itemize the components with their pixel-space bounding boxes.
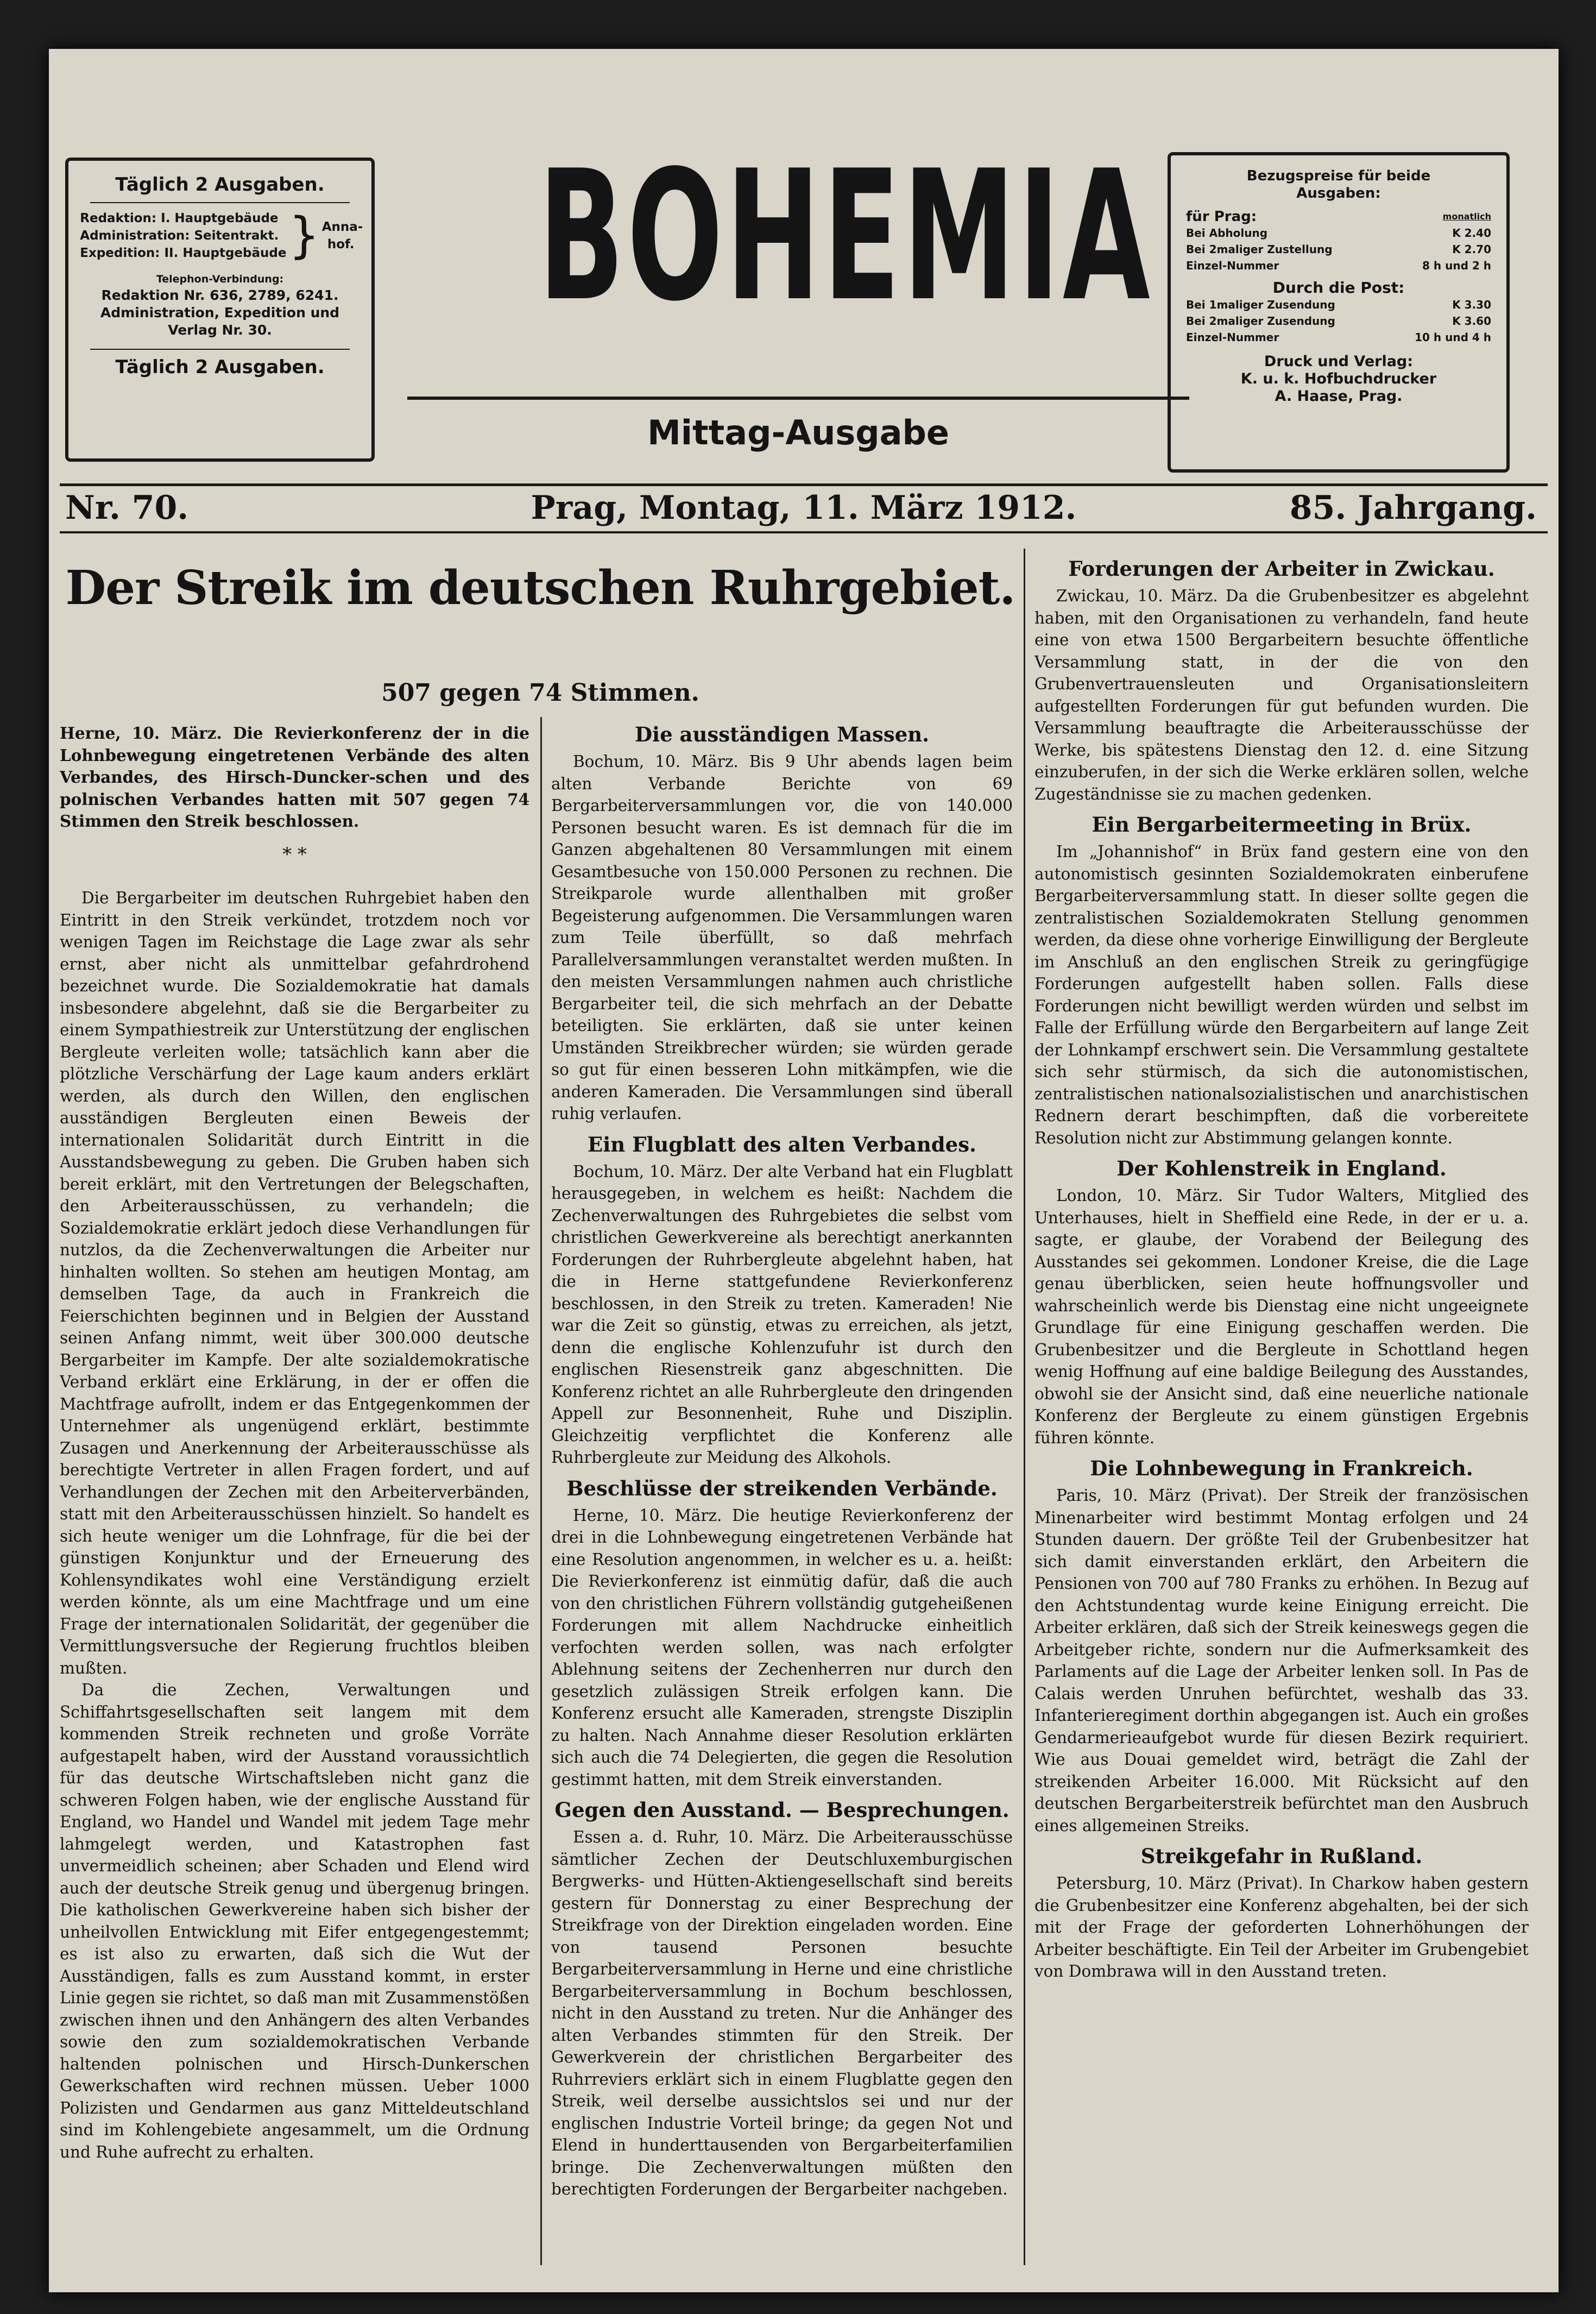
prague-label: für Prag:	[1186, 209, 1257, 225]
price-heading: Bezugspreise für beide Ausgaben:	[1246, 168, 1431, 202]
annahof-label: Anna-hof.	[321, 220, 363, 251]
daily-editions-top: Täglich 2 Ausgaben.	[115, 174, 325, 196]
masthead-rule	[407, 397, 1189, 400]
druck-label: Druck und Verlag:	[1264, 353, 1414, 370]
prag-row-label: Bei 2maliger Zustellung	[1186, 243, 1333, 256]
lead-intro: Herne, 10. März. Die Revierkonferenz der in die Lohnbewegung eingetretenen Verbände des alten Verbandes, des Hirsch-Duncker-schen und des polnischen Verbandes hatten mit 507 gegen 74 Stimmen den Streik beschlossen.	[60, 724, 529, 831]
article-heading: Der Kohlenstreik in England.	[1116, 1156, 1447, 1180]
post-row-value: K 3.60	[1452, 315, 1491, 328]
lead-paragraph: Die Bergarbeiter im deutschen Ruhrgebiet haben den Eintritt in den Streik verkündet, trotzdem noch vor wenigen Tagen im Reichstage die Lage zwar als sehr ernst, aber nicht als unmittelbar gefahrdrohend bezeichnet wurde. Die Sozialdemokratie hat damals insbesondere abgelehnt, daß sie die Bergarbeiter zu einem Sympathiestreik zur Unterstützung der englischen Bergleute verleiten wolle; tatsächlich kann aber die plötzliche Verschärfung der Lage kaum anders erklärt werden, als durch den Willen, den englischen ausständigen Bergleuten einen Beweis der internationalen Solidarität durch Eintritt in die Ausstandsbewegung zu geben. Die Gruben haben sich bereit erklärt, mit den Vertretungen der Belegschaften, den Arbeiterausschüssen, zu verhandeln; die Sozialdemokratie erklärt jedoch diese Verhandlungen für nutzlos, da die Zechenverwaltungen die Arbeiter nur hinhalten wollten. So stehen am heutigen Montag, am demselben Tage, da auch in Frankreich die Feierschichten beginnen und in Belgien der Ausstand seinen Anfang nimmt, weit über 300.000 deutsche Bergarbeiter im Kampfe. Der alte sozialdemokratische Verband erklärt eine Erklärung, in der er offen die Machtfrage aufrollt, indem er das Entgegenkommen der Unternehmer als ungenügend erklärt, bestimmte Zusagen und Anerkennung der Arbeiterausschüsse als berechtigte Vertreter in allen Fragen fordert, und auf Verhandlungen der Zechen mit den Arbeiterverbänden, statt mit den Arbeiterausschüssen hinzielt. So handelt es sich heute weniger um die Lohnfrage, für die bei der günstigen Konjunktur und der Erneuerung des Kohlensyndikates wohl eine Verständigung erzielt werden könnte, als um eine Machtfrage und um eine Frage der internationalen Solidarität, der gegenüber die Vermittlungsversuche der Regierung fruchtlos bleiben mußten.	[60, 889, 529, 1677]
monthly-label: monatlich	[1442, 211, 1491, 222]
left-info-box: Täglich 2 Ausgaben. Redaktion: I. Hauptgebäude Administration: Seitentrakt. Expedition: II. Hauptgebäude } Anna-hof. Telephon-Verbindung: Redaktion Nr. 636, 2789, 6241. Administration, Expedition und Verlag Nr. 30. Täglich 2 Ausgaben.	[65, 158, 375, 462]
article-heading: Beschlüsse der streikenden Verbände.	[566, 1476, 998, 1500]
column-2	[551, 722, 1013, 2276]
article-body: Bochum, 10. März. Bis 9 Uhr abends lagen beim alten Verbande Berichte von 69 Bergarbeiterversammlungen vor, die von 140.000 Personen besucht waren. Es ist demnach für die im Ganzen abgehaltenen 80 Versammlungen mit einem Gesamtbesuche von 150.000 Personen zu rechnen. Die Streikparole wurde allenthalben mit großer Begeisterung aufgenommen. Die Versammlungen waren zum Teile überfüllt, so daß mehrfach Parallelversammlungen veranstaltet werden mußten. In den meisten Versammlungen nahmen auch christliche Bergarbeiter teil, die sich mehrfach an der Debatte beteiligten. Sie erklärten, daß sie unter keinen Umständen Streikbrecher würden; sie würden gerade so gut für einen besseren Lohn mitkämpfen, wie die anderen Kameraden. Die Versammlungen sind überall ruhig verlaufen.	[551, 752, 1013, 1123]
article-heading: Forderungen der Arbeiter in Zwickau.	[1068, 557, 1495, 581]
article-heading: Die Lohnbewegung in Frankreich.	[1090, 1456, 1473, 1480]
administration-line: Administration: Seitentrakt.	[80, 229, 279, 243]
price-box	[1168, 152, 1510, 473]
post-row-label: Bei 2maliger Zusendung	[1186, 315, 1335, 328]
article-heading: Ein Flugblatt des alten Verbandes.	[588, 1132, 976, 1156]
redaktion-numbers: Redaktion Nr. 636, 2789, 6241.	[101, 287, 339, 303]
post-row-label: Einzel-Nummer	[1186, 331, 1279, 344]
expedition-line: Expedition: II. Hauptgebäude	[80, 246, 287, 260]
article-body: Paris, 10. März (Privat). Der Streik der französischen Minenarbeiter wird bestimmt Montag erfolgen und 24 Stunden dauern. Der größte Teil der Grubenbesitzer hat sich damit einverstanden erklärt, den Arbeitern die Pensionen von 700 auf 780 Franks zu erhöhen. In Bezug auf den Achtstundentag wurde keine Einigung erreicht. Die Arbeiter erklären, daß sich der Streik keineswegs gegen die Arbeitgeber richte, sondern nur die Aufmerksamkeit des Parlaments auf die Lage der Arbeiter lenken soll. In Pas de Calais werden Unruhen befürchtet, weshalb das 33. Infanterieregiment dorthin abgegangen ist. Auch ein großes Gendarmerieaufgebot wurde für diesen Bezirk requiriert. Wie aus Douai gemeldet wird, beträgt die Zahl der streikenden Arbeiter 16.000. Mit Rücksicht auf den deutschen Bergarbeiterstreik befürchtet man den Ausbruch eines allgemeinen Streiks.	[1034, 1486, 1529, 1835]
article-heading: Ein Bergarbeitermeeting in Brüx.	[1092, 813, 1472, 837]
article-body: Bochum, 10. März. Der alte Verband hat ein Flugblatt herausgegeben, in welchem es heißt: Nachdem die Zechenverwaltungen des Ruhrgebietes die selbst vom christlichen Gewerkvereine als berechtigt anerkannten Forderungen der Ruhrbergleute abgelehnt haben, hat die in Herne stattgefundene Revierkonferenz beschlossen, in den Streik zu treten. Kameraden! Nie war die Zeit so günstig, etwas zu erreichen, als jetzt, denn die englische Kohlenzufuhr ist durch den englischen Riesenstreik ganz abgeschnitten. Die Konferenz richtet an alle Ruhrbergleute den dringenden Appell zur Besonnenheit, Ruhe und Disziplin. Gleichzeitig verpflichtet die Konferenz alle Ruhrbergleute zur Meidung des Alkohols.	[551, 1162, 1013, 1467]
article-body: London, 10. März. Sir Tudor Walters, Mitglied des Unterhauses, hielt in Sheffield eine Rede, in der er u. a. sagte, er glaube, der Vorabend der Beilegung des Ausstandes sei gekommen. Londoner Kreise, die die Lage genau überblicken, seien heute hoffnungsvoller und wahrscheinlich werde bis Dienstag eine nicht ungeeignete Grundlage für eine Einigung geschaffen werden. Die Grubenbesitzer und die Bergleute in Schottland hegen wenig Hoffnung auf eine baldige Beilegung des Ausstandes, obwohl sie der Ansicht sind, daß eine neuerliche nationale Konferenz der Bergleute zu einem günstigen Ergebnis führen könnte.	[1034, 1186, 1529, 1447]
column-3	[1034, 557, 1529, 2276]
druck-name: K. u. k. Hofbuchdrucker	[1240, 370, 1437, 387]
column-rule	[540, 717, 542, 2265]
lead-paragraph: Da die Zechen, Verwaltungen und Schiffahrtsgesellschaften seit langem mit dem kommenden Streik rechneten und große Vorräte aufgestapelt haben, wird der Ausstand voraussichtlich für das deutsche Wirtschaftsleben nicht ganz die schweren Folgen haben, wie der englische Ausstand für England, wo Handel und Wandel mit jedem Tage mehr lahmgelegt werden, und Katastrophen fast unvermeidlich scheinen; aber Schaden und Elend wird auch der deutsche Streik genug und übergenug bringen. Die katholischen Gewerkvereine haben sich bisher der unheilvollen Entwicklung mit Eifer entgegengestemmt; es ist also zu erwarten, daß sich die Wut der Ausständigen, falls es zum Ausstand kommt, in erster Linie gegen sie richtet, so daß man mit Zusammenstößen zwischen ihnen und den Anhängern des alten Verbandes sowie den zum sozialdemokratischen Verbande haltenden polnischen und Hirsch-Dunkerschen Gewerkschaften wird rechnen müssen. Ueber 1000 Polizisten und Gendarmen aus ganz Mitteldeutschland sind im Kohlengebiete angesammelt, um die Ordnung und Ruhe aufrecht zu erhalten.	[60, 1681, 529, 2161]
issue-number: Nr. 70.	[65, 489, 189, 527]
masthead-wrap	[386, 132, 1211, 375]
post-row-label: Bei 1maliger Zusendung	[1186, 298, 1335, 311]
prag-row-label: Bei Abholung	[1186, 227, 1268, 240]
prag-row-value: K 2.40	[1452, 227, 1491, 240]
prag-row-value: K 2.70	[1452, 243, 1491, 256]
druck-name-2: A. Haase, Prag.	[1275, 388, 1403, 405]
ornament: * *	[282, 843, 307, 865]
volume-year: 85. Jahrgang.	[1289, 489, 1537, 527]
article-body: Petersburg, 10. März (Privat). In Charkow haben gestern die Grubenbesitzer eine Konferenz abgehalten, bei der sich mit der Frage der geforderten Lohnerhöhungen der Arbeiter beschäftigte. Ein Teil der Arbeiter im Grubengebiet von Dombrawa will in den Ausstand treten.	[1034, 1874, 1529, 1980]
article-heading: Die ausständigen Massen.	[634, 722, 930, 746]
post-label: Durch die Post:	[1272, 279, 1405, 297]
article-body: Zwickau, 10. März. Da die Grubenbesitzer es abgelehnt haben, mit den Organisationen zu verhandeln, fand heute eine von etwa 1500 Bergarbeitern besuchte öffentliche Versammlung statt, in der die von den Grubenvertrauensleuten und Organisationsleitern aufgestellten Forderungen für gut befunden wurden. Die Versammlung beauftragte die Arbeiterausschüsse der Werke, bis spätestens Dienstag den 12. d. eine Sitzung einzuberufen, in der sich die Werke erklären sollen, welche Zugeständnisse sie zu machen gedenken.	[1034, 587, 1529, 803]
dateline-rule-top	[60, 483, 1548, 486]
admin-numbers: Administration, Expedition und Verlag Nr. 30.	[100, 305, 340, 338]
column-rule	[1024, 549, 1025, 2265]
article-body: Essen a. d. Ruhr, 10. März. Die Arbeiterausschüsse sämtlicher Zechen der Deutschluxemburgischen Bergwerks- und Hütten-Aktiengesellschaft sind bereits gestern für Donnerstag zu einer Besprechung der Streikfrage von der Direktion eingeladen worden. Eine von tausend Personen besuchte Bergarbeiterversammlung in Herne und eine christliche Bergarbeiterversammlung in Bochum beschlossen, nicht in den Ausstand zu treten. Nur die Anhänger des alten Verbandes stimmten für den Streik. Der Gewerkverein der christlichen Bergarbeiter des Ruhrreviers erklärt sich in einem Flugblatte gegen den Streik, weil derselbe aussichtslos sei und nur der englischen Industrie Vorteil bringe; da gegen Not und Elend in hunderttausenden von Bergarbeiterfamilien bringe. Die Zechenverwaltungen müßten den berechtigten Forderungen der Bergarbeiter nachgeben.	[551, 1828, 1013, 2198]
post-row-value: 10 h und 4 h	[1415, 331, 1491, 344]
prag-row-value: 8 h und 2 h	[1422, 259, 1491, 272]
lead-headline: Der Streik im deutschen Ruhrgebiet.	[65, 561, 1015, 615]
issue-date: Prag, Montag, 11. März 1912.	[531, 489, 1077, 527]
prag-row-label: Einzel-Nummer	[1186, 259, 1279, 272]
post-row-value: K 3.30	[1452, 298, 1491, 311]
article-heading: Gegen den Ausstand. — Besprechungen.	[554, 1798, 1010, 1822]
column-1	[60, 722, 529, 2276]
article-body: Herne, 10. März. Die heutige Revierkonferenz der drei in die Lohnbewegung eingetretenen Verbände hat eine Resolution angenommen, in welcher es u. a. heißt: Die Revierkonferenz ist einmütig dafür, daß die auch von den christlichen Führern vollständig gutgeheißenen Forderungen mit allem Nachdrucke einheitlich verfochten werden sollen, was nach erfolgter Ablehnung seitens der Zechenherren nur durch den gesetzlich zulässigen Streik erfolgen kann. Die Konferenz ersucht alle Kameraden, strengste Disziplin zu halten. Nach Annahme dieser Resolution erklärten sich auch die 74 Delegierten, die gegen die Resolution gestimmt hatten, mit dem Streik einverstanden.	[551, 1506, 1013, 1789]
redaktion-line: Redaktion: I. Hauptgebäude	[80, 211, 279, 225]
masthead-title: BOHEMIA	[538, 132, 1153, 341]
article-heading: Streikgefahr in Rußland.	[1140, 1844, 1423, 1868]
edition-label: Mittag-Ausgabe	[647, 413, 949, 452]
daily-editions-bottom: Täglich 2 Ausgaben.	[115, 356, 325, 378]
telephone-label: Telephon-Verbindung:	[156, 273, 284, 285]
article-body: Im „Johannishof“ in Brüx fand gestern eine von den autonomistisch gesinnten Sozialdemokraten einberufene Bergarbeiterversammlung statt. In dieser sollte gegen die zentralistischen Sozialdemokraten Stellung genommen werden, da diese ohne vorherige Einwilligung der Bergleute im Anschluß an den englischen Streik zu geringfügige Forderungen aufgestellt haben sollen. Falls diese Forderungen nicht bewilligt werden würden und selbst im Falle der Erfüllung würde den Bergarbeitern auf lange Zeit der Lohnkampf erschwert sein. Die Versammlung gestaltete sich sehr stürmisch, da sich die autonomistischen, zentralistischen nationalsozialistischen und anarchistischen Rednern derart beschimpften, daß die vorbereitete Resolution nicht zur Abstimmung gelangen konnte.	[1034, 842, 1529, 1147]
dateline-rule-bottom	[60, 531, 1548, 533]
newspaper-page	[49, 49, 1559, 2292]
lead-subhead: 507 gegen 74 Stimmen.	[381, 679, 699, 707]
